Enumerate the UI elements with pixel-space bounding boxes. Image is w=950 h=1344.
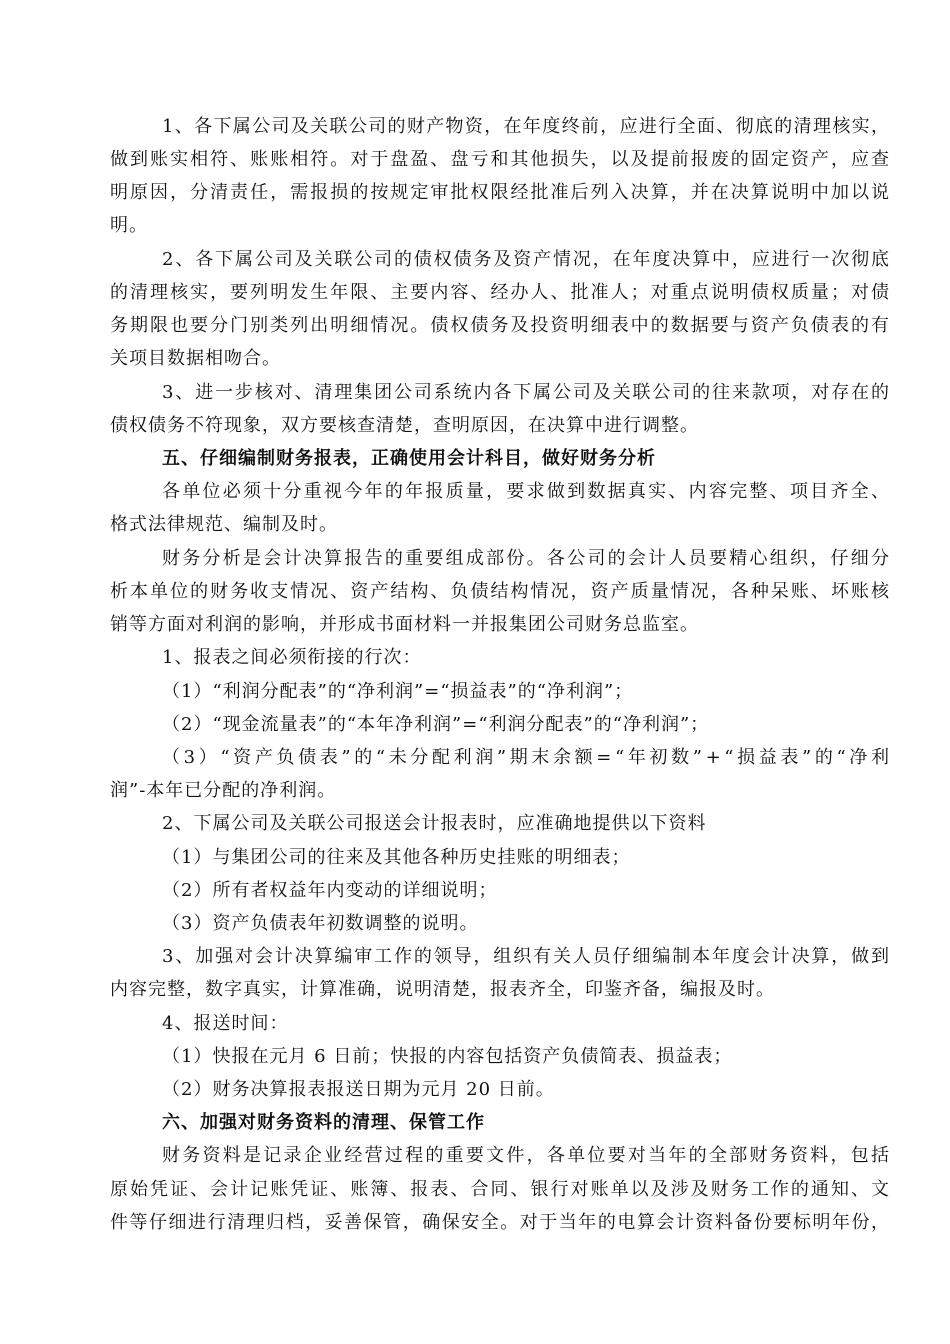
section-heading-line: 六、加强对财务资料的清理、保管工作 [162,1112,485,1133]
paragraph-line: （2）财务决算报表报送日期为元月 20 日前。 [162,1079,555,1100]
paragraph-line: （2）所有者权益年内变动的详细说明； [162,880,498,901]
paragraph-line: 销等方面对利润的影响，并形成书面材料一并报集团公司财务总监室。 [110,614,699,635]
paragraph-line: （3）资产负债表年初数调整的说明。 [162,913,479,934]
paragraph-line: 原始凭证、会计记账凭证、账簿、报表、合同、银行对账单以及涉及财务工作的通知、文 [110,1179,892,1200]
paragraph-line: 3、加强对会计决算编审工作的领导，组织有关人员仔细编制本年度会计决算，做到 [162,946,891,967]
paragraph-line: （1）与集团公司的往来及其他各种历史挂账的明细表； [162,847,631,868]
paragraph-line: 1、报表之间必须衔接的行次： [162,647,422,668]
paragraph-line: 各单位必须十分重视今年的年报质量，要求做到数据真实、内容完整、项目齐全、 [162,481,892,502]
paragraph-line: （2）“现金流量表”的“本年净利润”=“利润分配表”的“净利润”； [162,714,710,735]
paragraph-line: 财务资料是记录企业经营过程的重要文件，各单位要对当年的全部财务资料，包括 [162,1145,892,1166]
paragraph-line: 格式法律规范、编制及时。 [110,514,338,535]
section-heading-line: 五、仔细编制财务报表，正确使用会计科目，做好财务分析 [162,448,656,469]
paragraph-line: （3）“资产负债表”的“未分配利润”期末余额=“年初数”+“损益表”的“净利 [162,747,893,768]
paragraph-line: 财务分析是会计决算报告的重要组成部份。各公司的会计人员要精心组织，仔细分 [162,548,892,569]
paragraph-line: 关项目数据相吻合。 [110,348,281,369]
paragraph-line: 润”-本年已分配的净利润。 [110,780,337,801]
paragraph-line: （1）“利润分配表”的“净利润”=“损益表”的“净利润”； [162,681,634,702]
paragraph-line: 债权债务不符现象，双方要核查清楚，查明原因，在决算中进行调整。 [110,415,699,436]
paragraph-line: 的清理核实，要列明发生年限、主要内容、经办人、批准人；对重点说明债权质量；对债 [110,282,892,303]
paragraph-line: 明。 [110,215,148,236]
paragraph-line: 务期限也要分门别类列出明细情况。债权债务及投资明细表中的数据要与资产负债表的有 [110,315,892,336]
paragraph-line: 1、各下属公司及关联公司的财产物资，在年度终前，应进行全面、彻底的清理核实， [162,116,891,137]
paragraph-line: 2、各下属公司及关联公司的债权债务及资产情况，在年度决算中，应进行一次彻底 [162,249,891,270]
paragraph-line: 3、进一步核对、清理集团公司系统内各下属公司及关联公司的往来款项，对存在的 [162,382,891,403]
paragraph-line: （1）快报在元月 6 日前；快报的内容包括资产负债简表、损益表； [162,1046,733,1067]
paragraph-line: 内容完整，数字真实，计算准确，说明清楚，报表齐全，印鉴齐备，编报及时。 [110,979,775,1000]
paragraph-line: 明原因，分清责任，需报损的按规定审批权限经批准后列入决算，并在决算说明中加以说 [110,182,892,203]
paragraph-line: 析本单位的财务收支情况、资产结构、负债结构情况，资产质量情况，各种呆账、坏账核 [110,581,892,602]
paragraph-line: 做到账实相符、账账相符。对于盘盈、盘亏和其他损失，以及提前报废的固定资产，应查 [110,149,892,170]
paragraph-line: 件等仔细进行清理归档，妥善保管，确保安全。对于当年的电算会计资料备份要标明年份， [110,1212,891,1233]
paragraph-line: 2、下属公司及关联公司报送会计报表时，应准确地提供以下资料 [162,813,707,834]
paragraph-line: 4、报送时间： [162,1013,289,1034]
